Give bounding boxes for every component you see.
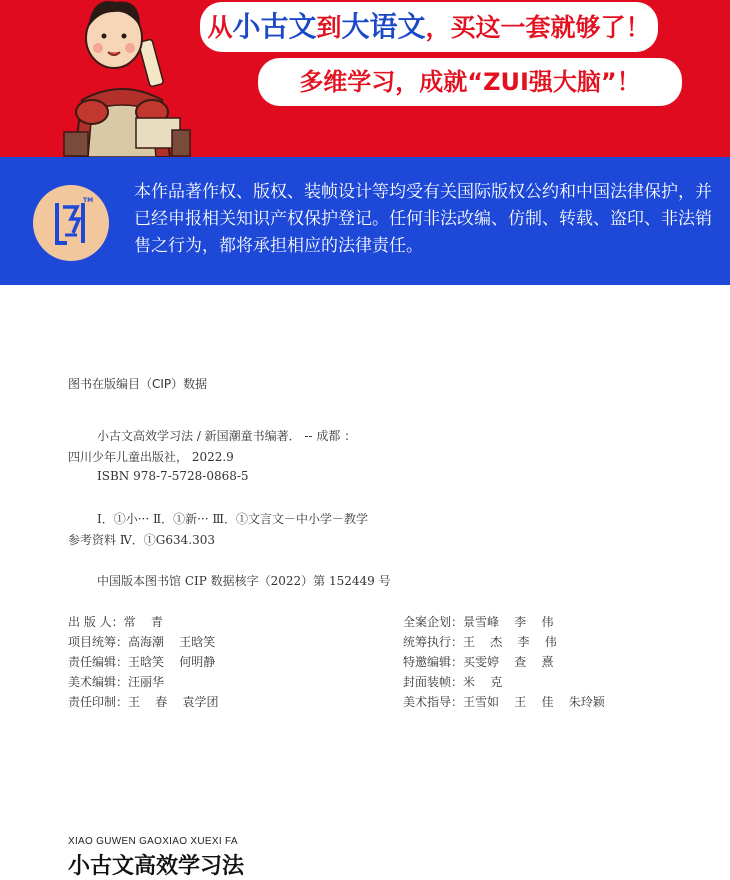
staff-role: 出 版 人： — [68, 615, 124, 629]
staff-names: 买雯婷 查 熹 — [463, 655, 554, 669]
staff-row — [403, 652, 605, 672]
slogan-highlight-1: 小古文 — [232, 10, 317, 43]
cover-chinese-title: 小古文高效学习法 — [68, 854, 245, 879]
staff-names: 王 春 袁学团 — [128, 695, 219, 709]
promo-banner — [0, 0, 730, 157]
slogan-highlight-2: 大语文 — [341, 10, 426, 43]
staff-row — [68, 692, 219, 712]
publisher-logo-glyph-icon — [33, 185, 109, 261]
staff-role: 全案企划： — [403, 615, 464, 629]
staff-names: 常 青 — [123, 615, 163, 629]
staff-row — [403, 692, 605, 712]
staff-row — [403, 612, 605, 632]
staff-role: 封面装帧： — [403, 675, 464, 689]
cover-pinyin-title: XIAO GUWEN GAOXIAO XUEXI FA — [68, 836, 238, 847]
copyright-notice: 本作品著作权、版权、装帧设计等均受有关国际版权公约和中国法律保护，并已经申报相关知识产权保护登记。任何非法改编、仿制、转载、盗印、非法销售之行为，都将承担相应的法律责任。 — [134, 182, 712, 256]
staff-row — [68, 672, 219, 692]
staff-list-left — [68, 612, 219, 712]
staff-role: 特邀编辑： — [403, 655, 464, 669]
staff-role: 美术指导： — [403, 695, 464, 709]
staff-names: 王 杰 李 伟 — [463, 635, 557, 649]
staff-list-right — [403, 612, 605, 712]
staff-names: 王雪如 王 佳 朱玲颖 — [463, 695, 605, 709]
staff-role: 项目统筹： — [68, 635, 129, 649]
cip-entry-line-1: 小古文高效学习法 / 新国潮童书编著． -- 成都 ： — [97, 429, 357, 443]
scholar-mascot-illustration — [52, 0, 192, 157]
cip-entry-line-2: 四川少年儿童出版社， 2022.9 — [68, 450, 234, 464]
staff-names: 景雪峰 李 伟 — [463, 615, 554, 629]
staff-row — [68, 632, 219, 652]
staff-names: 汪丽华 — [128, 675, 165, 689]
staff-role: 责任印制： — [68, 695, 129, 709]
slogan-bubble-2: 多维学习，成就“ZUI强大脑”！ — [258, 58, 682, 106]
staff-role: 美术编辑： — [68, 675, 129, 689]
staff-row — [403, 632, 605, 652]
slogan-bubble-1 — [200, 2, 658, 52]
trademark-mark: TM — [83, 197, 94, 204]
staff-role: 责任编辑： — [68, 655, 129, 669]
staff-names: 王晗笑 何明静 — [128, 655, 216, 669]
staff-row — [403, 672, 605, 692]
slogan-part-2: 到 — [316, 13, 342, 42]
staff-role: 统筹执行： — [403, 635, 464, 649]
cip-classification-line-1: Ⅰ．①小··· Ⅱ．①新··· Ⅲ．①文言文－中小学－教学 — [97, 512, 368, 526]
copyright-banner — [0, 157, 730, 285]
staff-row — [68, 652, 219, 672]
staff-names: 米 克 — [463, 675, 503, 689]
cip-heading: 图书在版编目（CIP）数据 — [68, 377, 208, 391]
staff-names: 高海潮 王晗笑 — [128, 635, 216, 649]
slogan-part-3: ，买这一套就够了！ — [425, 13, 651, 42]
cip-isbn: ISBN 978-7-5728-0868-5 — [97, 469, 249, 483]
cip-core-number: 中国版本图书馆 CIP 数据核字（2022）第 152449 号 — [97, 574, 391, 588]
cip-classification-line-2: 参考资料 Ⅳ．①G634.303 — [68, 533, 216, 547]
publisher-logo — [33, 185, 109, 261]
slogan-part-1: 从 — [207, 13, 233, 42]
staff-row — [68, 612, 219, 632]
